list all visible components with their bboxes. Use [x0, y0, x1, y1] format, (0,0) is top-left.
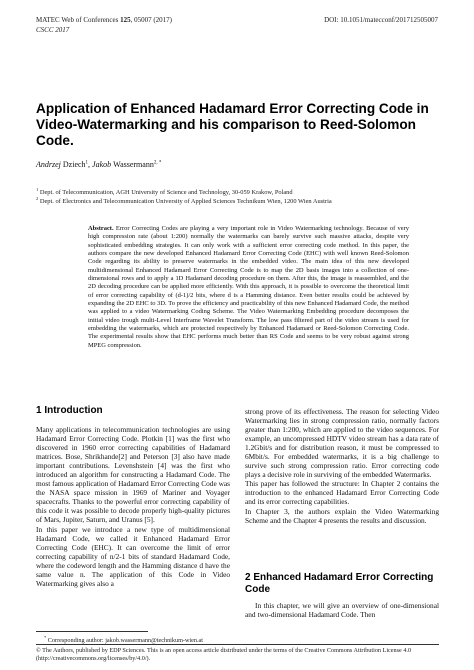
license-text: © The Authors, published by EDP Sciences. This is an open access article distributed under the terms of the Creative Commons Attribution License 4.0 (http://creativecommons.org/licenses/by/4.0/). [36, 647, 412, 662]
author-1-last: Dziech [62, 160, 86, 169]
doi: DOI: 10.1051/matecconf/201712505007 [324, 16, 438, 24]
journal-volume: 125 [120, 16, 131, 24]
affiliation-1-num: 1 [36, 187, 39, 192]
author-list [36, 160, 161, 169]
author-1-sup: 1 [85, 160, 89, 166]
footnote-rule [36, 631, 148, 632]
author-2-first: Jakob [92, 160, 112, 169]
section-1-paragraph-2: In this paper we introduce a new type of multidimensional Hadamard Code, we called it Enhanced Hadamard Error Correcting Code (EHC). It can overcome the limit of error correcting capability of n/2-1 bits of standard Hadamard Code, where the codeword length and the Hamming distance d have the same value n. The application of this Code in Video Watermarking gives also a [36, 524, 230, 588]
conference-name: CSCC 2017 [36, 26, 70, 34]
section-1-heading: 1 Introduction [36, 405, 103, 416]
section-1-body [36, 425, 230, 588]
section-2-body [245, 601, 439, 619]
abstract-label: Abstract. [88, 225, 114, 232]
author-2-sup: 2, * [153, 160, 162, 166]
section-2-paragraph-1: In this chapter, we will give an overview of one-dimensional and two-dimensional Hadamard Code. Then [245, 601, 439, 620]
affiliation-2 [36, 195, 332, 206]
license-rule [36, 644, 439, 645]
abstract-text: Error Correcting Codes are playing a very important role in Video Watermarking technology. Because of very high compression rate (about 1:200) normally the watermarks can barely survive such massive attacks, despite very sophisticated embedding strategies. It can only work with a sufficient error correcting code method. In this paper, the authors compare the new developed Enhanced Hadamard Error Correcting Code (EHC) with well known Reed-Solomon Code regarding its ability to preserve watermarks in the embedded video. The main idea of this new developed multidimensional Enhanced Hadamard Error Correcting Code is to map the 2D basis images into a collection of one-dimensional rows and to apply a 1D Hadamard decoding procedure on them. After this, the image is reassembled, and the 2D decoding procedure can be applied more efficiently. With this approach, it is possible to overcome the theoretical limit of error correcting capability of (d-1)/2 bits, where d is a Hamming distance. Even better results could be achieved by expanding the 2D EHC to 3D. To prove the efficiency and practicability of this new Enhanced Hadamard Code, the method was applied to a video Watermarking Coding Scheme. The Video Watermarking Embedding procedure decomposes the initial video trough multi-Level Interframe Wavelet Transform. The low pass filtered part of the video stream is used for embedding the watermarks, which are protected respectively by Enhanced Hadamard or Reed-Solomon Correcting Code. The experimental results show that EHC performs much better than RS Code and seems to be very robust against strong MPEG compression. [88, 225, 409, 349]
journal-article: , 05007 (2017) [130, 16, 172, 24]
abstract [88, 225, 409, 350]
author-2-last: Wassermann [113, 160, 154, 169]
journal-name: MATEC Web of Conferences [36, 16, 119, 24]
author-separator: , [88, 160, 93, 169]
section-1-paragraph-1: Many applications in telecommunication technologies are using Hadamard Error Correcting Code. Plotkin [1] was the first who discovered in 1960 error correcting capabilities of Hadamard matrices. Bose, Shrikhande[2] and Peterson [3] also have made important contributions. Levenshstein [4] was the first who introduced an algorithm for constructing a Hadamard Code. The most famous application of Hadamard Error Correcting Code was the NASA space mission in 1969 of Mariner and Voyager spacecrafts. Thanks to the powerful error correcting capability of this code it was possible to decode properly high-quality pictures of Mars, Jupiter, Saturn, and Uranus [5]. [36, 425, 230, 525]
paper-title: Application of Enhanced Hadamard Error Correcting Code in Video-Watermarking and his comparison to Reed-Solomon Code. [36, 101, 429, 148]
right-column-body [245, 407, 439, 525]
author-1-first: Andrzej [36, 160, 61, 169]
right-paragraph-2: This paper has followed the structure: In Chapter 2 contains the introduction to the enhanced Hadamard Error Correcting Code and its error correcting capabilities. [245, 479, 439, 507]
right-paragraph-1: strong prove of its effectiveness. The reason for selecting Video Watermarking lies in strong compression ratio, normally factors greater than 1:200, which are applied to the video sequences. For example, an uncompressed HDTV video stream has a data rate of 1.2Gbit/s and for distribution reason, it must be compressed to 6Mbit/s. For embedded watermarks, it is a big challenge to survive such strong compression ratio. Error correcting code plays a decisive role in surviving of the embedded Watermarks. [245, 407, 439, 480]
footnote-text: Corresponding author: jakob.wassermann@technikum-wien.at [46, 637, 203, 645]
affiliation-2-text: Dept. of Electronics and Telecommunication University of Applied Sciences Technikum Wien, 1200 Wien Austria [38, 198, 332, 206]
right-paragraph-3: In Chapter 3, the authors explain the Video Watermarking Scheme and the Chapter 4 presents the results and discussion. [245, 506, 439, 525]
section-2-heading: 2 Enhanced Hadamard Error Correcting Code [245, 572, 434, 595]
affiliation-2-num: 2 [36, 196, 39, 201]
footnote-mark: * [44, 635, 47, 640]
affiliation-1-text: Dept. of Telecommunication, AGH University of Science and Technology, 30-059 Krakow, Poland [38, 189, 293, 197]
journal-header [36, 16, 172, 25]
